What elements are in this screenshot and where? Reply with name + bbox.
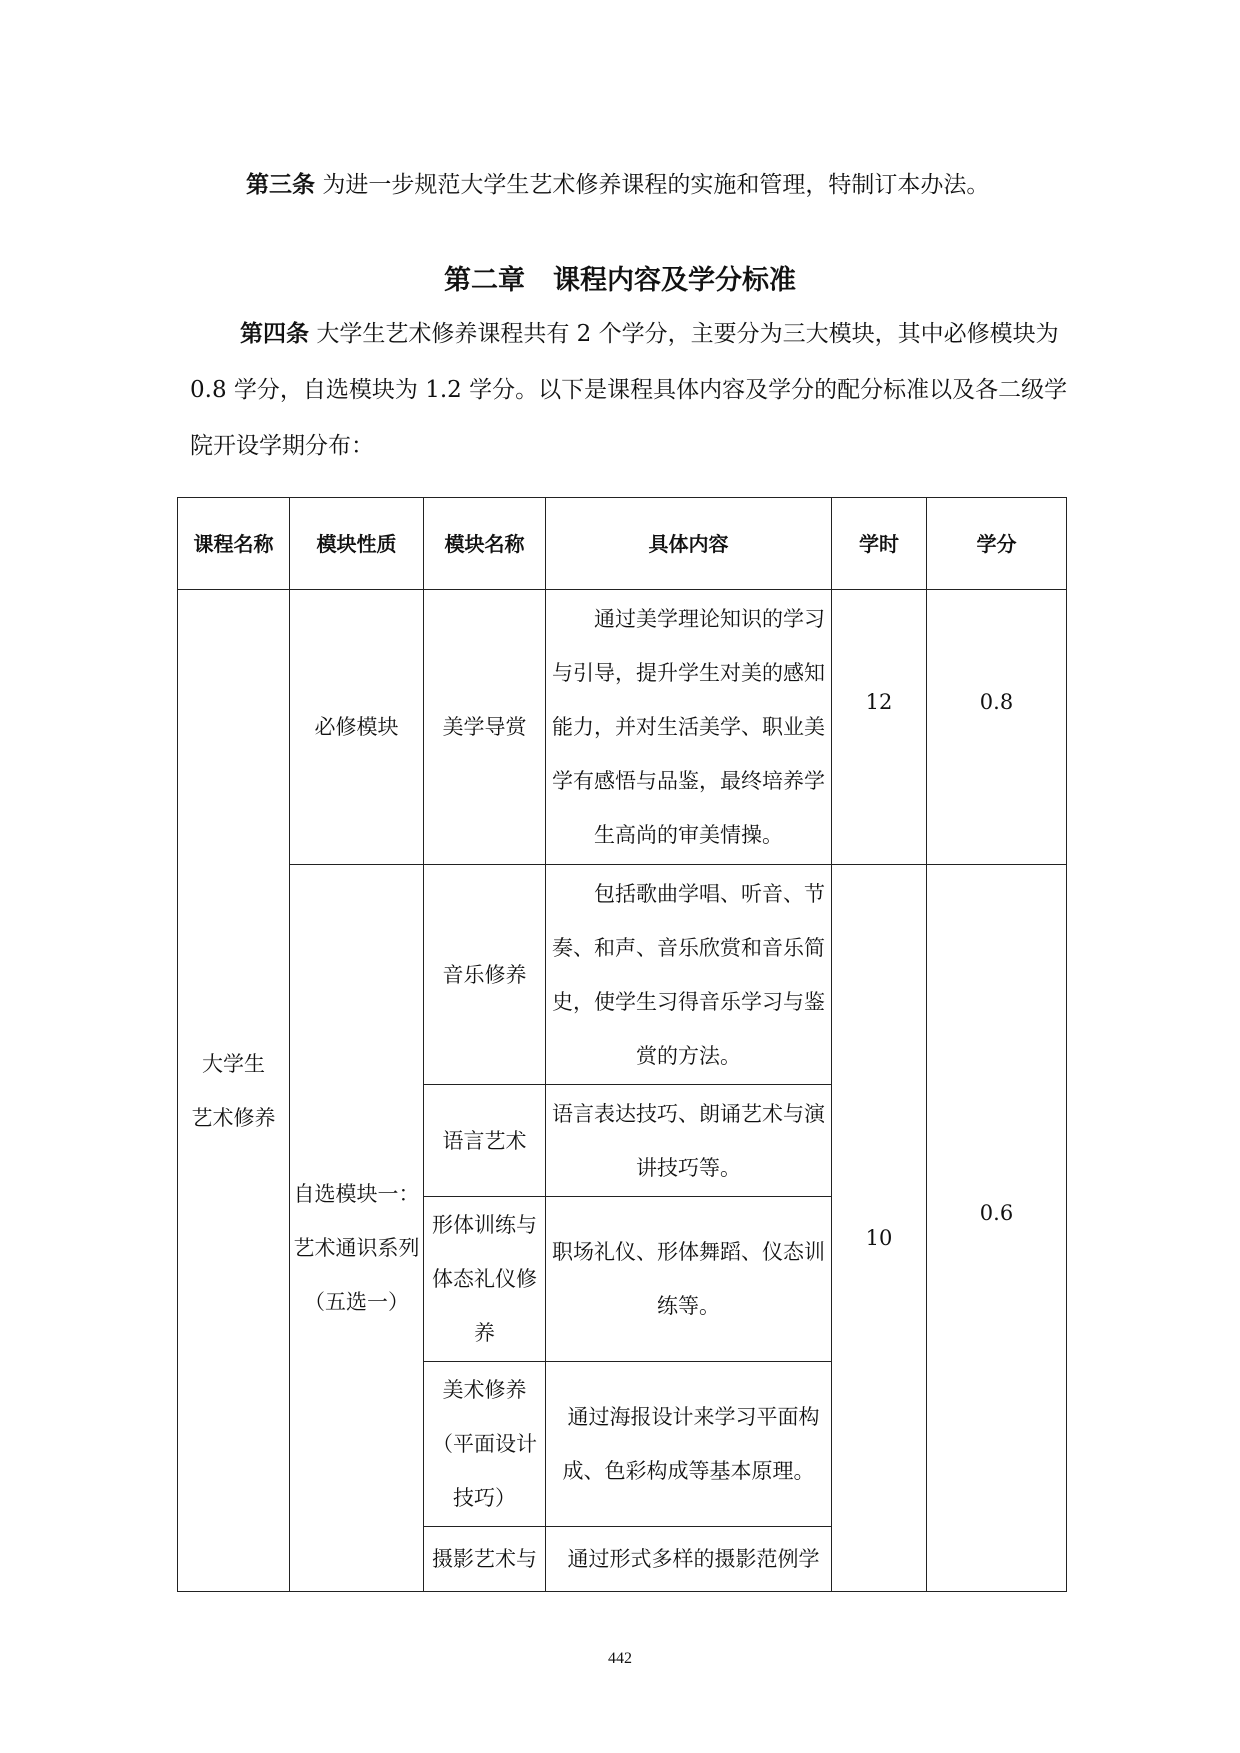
required-hours: 12: [865, 690, 893, 714]
required-module-cell: 美学导赏: [424, 590, 546, 865]
chapter-title: 课程内容及学分标准: [553, 265, 796, 296]
elective-nature-cell: [290, 865, 424, 1592]
elective-module-name-cell: 形体训练与体态礼仪修养: [424, 1197, 546, 1362]
elective-module-name-cell: 美术修养（平面设计技巧）: [424, 1362, 546, 1527]
article-4-label: 第四条: [240, 321, 309, 347]
elective-hours: 10: [865, 1226, 893, 1250]
article-3-label: 第三条: [246, 172, 315, 198]
table-row: [178, 590, 1067, 865]
elective-credits: 0.6: [979, 1201, 1014, 1225]
required-nature-cell: 必修模块: [290, 590, 424, 865]
header-credits: 学分: [927, 498, 1067, 590]
required-hours-cell: [832, 590, 927, 865]
required-credits-cell: [927, 590, 1067, 865]
course-name-line2: 艺术修养: [191, 1105, 276, 1130]
course-name-line1: 大学生: [202, 1051, 265, 1076]
course-table: [177, 497, 1067, 1592]
header-hours: 学时: [832, 498, 927, 590]
header-course-name: 课程名称: [178, 498, 290, 590]
elective-module-name-cell: 摄影艺术与: [424, 1527, 546, 1592]
header-content: 具体内容: [546, 498, 832, 590]
article-3-paragraph: [190, 157, 1070, 213]
elective-nature-line1: 自选模块一：: [293, 1182, 420, 1206]
header-module-nature: 模块性质: [290, 498, 424, 590]
chapter-heading: [0, 258, 1240, 297]
elective-credits-cell: [927, 865, 1067, 1592]
elective-content-cell: 通过海报设计来学习平面构成、色彩构成等基本原理。: [546, 1362, 832, 1527]
chapter-number: 第二章: [444, 265, 525, 296]
elective-module-name-cell: 音乐修养: [424, 865, 546, 1085]
table-row: [178, 865, 1067, 1085]
required-content-cell: 通过美学理论知识的学习与引导，提升学生对美的感知能力，并对生活美学、职业美学有感悟与品鉴，最终培养学生高尚的审美情操。: [546, 590, 832, 865]
header-module-name: 模块名称: [424, 498, 546, 590]
page-number: 442: [608, 1650, 632, 1667]
elective-hours-cell: [832, 865, 927, 1592]
elective-content-cell: 语言表达技巧、朗诵艺术与演讲技巧等。: [546, 1085, 832, 1197]
course-name-cell: [178, 590, 290, 1592]
elective-content-cell: 通过形式多样的摄影范例学: [546, 1527, 832, 1592]
required-credits: 0.8: [979, 690, 1014, 714]
elective-nature-line3: （五选一）: [304, 1290, 409, 1314]
article-4-paragraph: [190, 306, 1070, 474]
elective-nature-line2: 艺术通识系列: [293, 1236, 420, 1260]
table-header-row: [178, 498, 1067, 590]
article-3-text: 为进一步规范大学生艺术修养课程的实施和管理，特制订本办法。: [322, 172, 990, 198]
elective-content-cell: 职场礼仪、形体舞蹈、仪态训练等。: [546, 1197, 832, 1362]
elective-content-cell: 包括歌曲学唱、听音、节奏、和声、音乐欣赏和音乐简史，使学生习得音乐学习与鉴赏的方法。: [546, 865, 832, 1085]
elective-module-name-cell: 语言艺术: [424, 1085, 546, 1197]
article-4-text: 大学生艺术修养课程共有 2 个学分，主要分为三大模块，其中必修模块为 0.8 学分，自选模块为 1.2 学分。以下是课程具体内容及学分的配分标准以及各二级学院开设学期分布：: [190, 321, 1068, 459]
